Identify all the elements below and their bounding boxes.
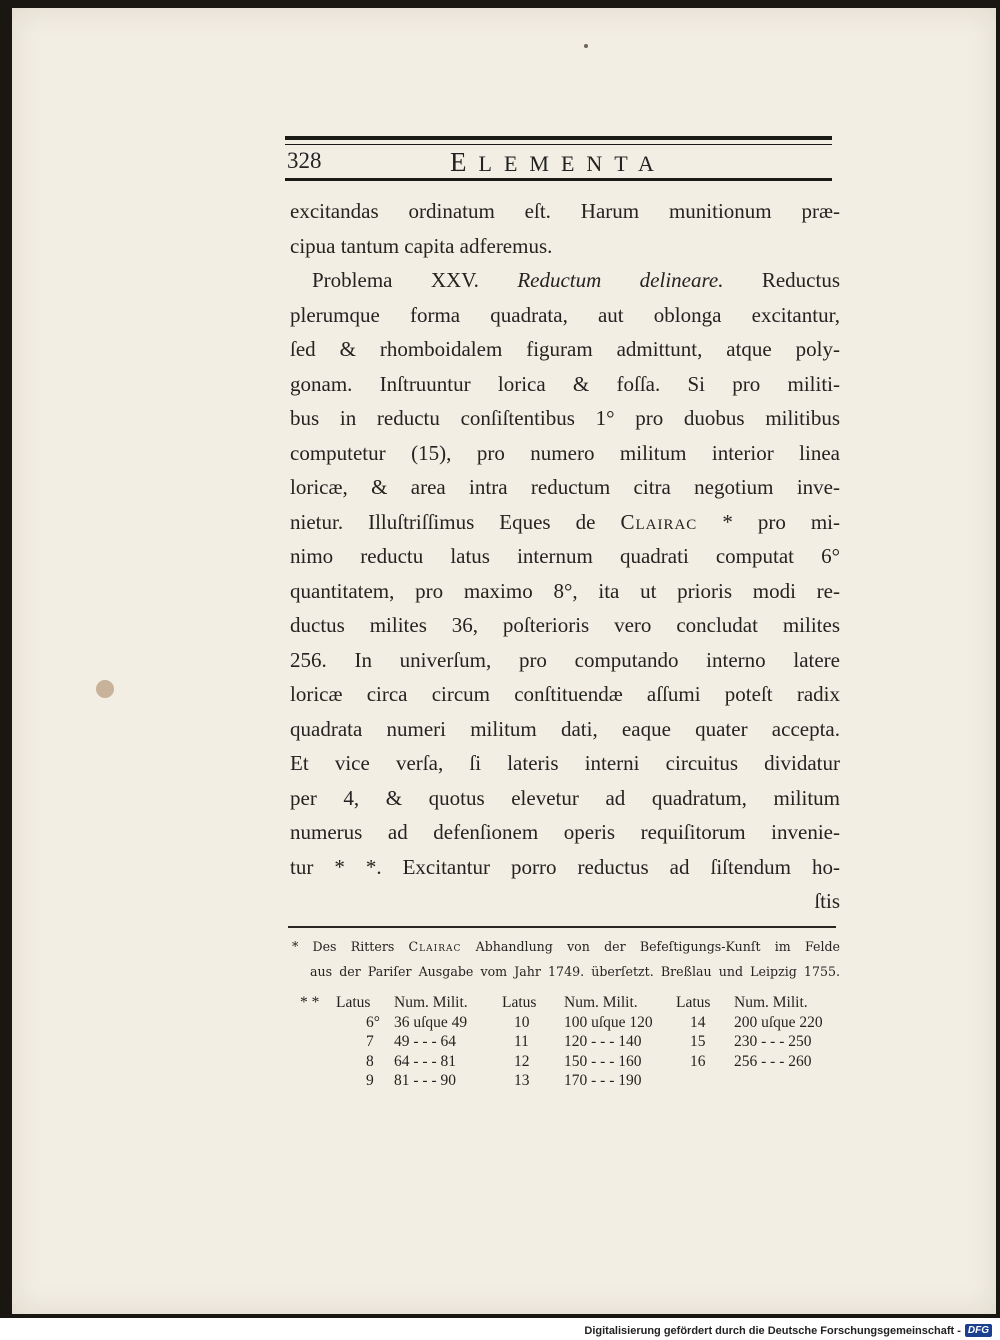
table-header-cell: Latus: [336, 994, 371, 1011]
text-line: tur * *. Excitantur porro reductus ad ſiſtendum ho-: [290, 854, 840, 879]
table-cell: 15: [690, 1033, 706, 1050]
credit-text: Digitalisierung gefördert durch die Deutsche Forschungsgemeinschaft -: [584, 1324, 961, 1337]
table-cell: 64 - - - 81: [394, 1052, 456, 1070]
text-fragment: nietur. Illuſtriſſimus Eques de: [290, 509, 596, 534]
table-header-cell: Num. Milit.: [394, 994, 468, 1011]
table-row: [300, 1051, 845, 1071]
table-header-cell: Num. Milit.: [734, 994, 808, 1011]
text-line: 256. In univerſum, pro computando interno latere: [290, 647, 840, 672]
table-cell: 150 - - - 160: [564, 1052, 642, 1070]
running-title-initial: E: [450, 147, 479, 177]
text-line: ſed & rhomboidalem figuram admittunt, atque poly-: [290, 337, 840, 361]
problem-title: Reductum delineare.: [517, 268, 724, 292]
footnote-line: aus der Pariſer Ausgabe vom Jahr 1749. überſetzt. Breßlau und Leipzig 1755.: [310, 964, 840, 979]
dfg-logo: DFG: [965, 1324, 992, 1337]
catchword: ſtis: [814, 889, 840, 913]
paper-speck: [584, 44, 588, 48]
table-cell: 14: [690, 1013, 706, 1031]
problem-heading-line: [290, 263, 840, 298]
table-row: [300, 1012, 845, 1032]
text-line: nimo reductu latus internum quadrati computat 6°: [290, 544, 840, 568]
table-cell: 256 - - - 260: [734, 1052, 812, 1070]
footnote-rule: [288, 926, 836, 928]
table-cell: 8: [366, 1052, 374, 1070]
footnote-author: Clairac: [408, 939, 462, 954]
text-line: numerus ad defenſionem operis requiſitorum invenie-: [290, 820, 840, 844]
table-cell: 12: [514, 1052, 530, 1070]
header-rule-thick: [285, 136, 832, 140]
table-cell: 49 - - - 64: [394, 1033, 456, 1050]
table-cell: 200 uſque 220: [734, 1013, 823, 1031]
text-line: quantitatem, pro maximo 8°, ita ut prioris modi re-: [290, 578, 840, 603]
header-rule-thin: [285, 144, 832, 145]
text-line: excitandas ordinatum eſt. Harum munitionum præ-: [290, 199, 840, 223]
table-row: [300, 1032, 845, 1052]
table-cell: 9: [366, 1072, 374, 1089]
table-cell: 11: [514, 1033, 529, 1050]
body-text: [290, 194, 840, 919]
paper-stain: [96, 680, 114, 698]
author-name: Clairac: [620, 509, 698, 534]
text-fragment: Reductus: [761, 268, 840, 292]
footnote-fragment: * Des Ritters: [292, 939, 395, 954]
table-cell: 13: [514, 1072, 530, 1089]
page-number: 328: [287, 148, 322, 173]
text-line: loricæ, & area intra reductum citra negotium inve-: [290, 475, 840, 499]
table-cell: 170 - - - 190: [564, 1072, 642, 1089]
table-header-cell: Num. Milit.: [564, 994, 638, 1011]
table-cell: 120 - - - 140: [564, 1033, 642, 1050]
text-line: plerumque forma quadrata, aut oblonga excitantur,: [290, 302, 840, 327]
text-fragment: * pro mi-: [722, 509, 840, 534]
text-line: per 4, & quotus elevetur ad quadratum, militum: [290, 785, 840, 810]
text-line: cipua tantum capita adferemus.: [290, 233, 553, 258]
table-cell: 81 - - - 90: [394, 1072, 456, 1089]
text-line: [290, 505, 840, 540]
text-line: loricæ circa circum conſtituendæ aſſumi poteſt radix: [290, 682, 840, 706]
problem-label: Problema XXV.: [312, 268, 479, 292]
digitization-credit: [584, 1324, 992, 1337]
text-line: ductus milites 36, poſterioris vero concludat milites: [290, 613, 840, 637]
table-cell: 36 uſque 49: [394, 1013, 468, 1031]
footnote-line: [292, 934, 840, 959]
text-line: computetur (15), pro numero militum interior linea: [290, 440, 840, 465]
table-cell: 6°: [366, 1013, 380, 1031]
footnote: [292, 934, 840, 984]
reductus-table: [300, 988, 845, 1090]
running-title-rest: LEMENTA: [478, 151, 666, 176]
table-cell: 230 - - - 250: [734, 1033, 812, 1050]
text-line: Et vice verſa, ſi lateris interni circuitus dividatur: [290, 751, 840, 775]
table-marker: * *: [300, 994, 320, 1011]
table-cell: 100 uſque 120: [564, 1013, 653, 1031]
table-cell: 7: [366, 1033, 374, 1050]
text-line: bus in reductu conſiſtentibus 1° pro duobus militibus: [290, 406, 840, 430]
text-line: gonam. Inſtruuntur lorica & foſſa. Si pro militi-: [290, 371, 840, 396]
table-row: [300, 1071, 845, 1091]
table-header-cell: Latus: [502, 994, 537, 1011]
footnote-fragment: Abhandlung von der Befeſtigungs-Kunſt im Felde: [475, 939, 840, 954]
running-title: [450, 147, 666, 178]
table-cell: 10: [514, 1013, 530, 1031]
table-header-cell: Latus: [676, 994, 711, 1011]
table-header: [300, 988, 845, 1012]
text-line: quadrata numeri militum dati, eaque quater accepta.: [290, 716, 840, 741]
header-rule-bottom: [285, 178, 832, 181]
table-cell: 16: [690, 1052, 706, 1070]
